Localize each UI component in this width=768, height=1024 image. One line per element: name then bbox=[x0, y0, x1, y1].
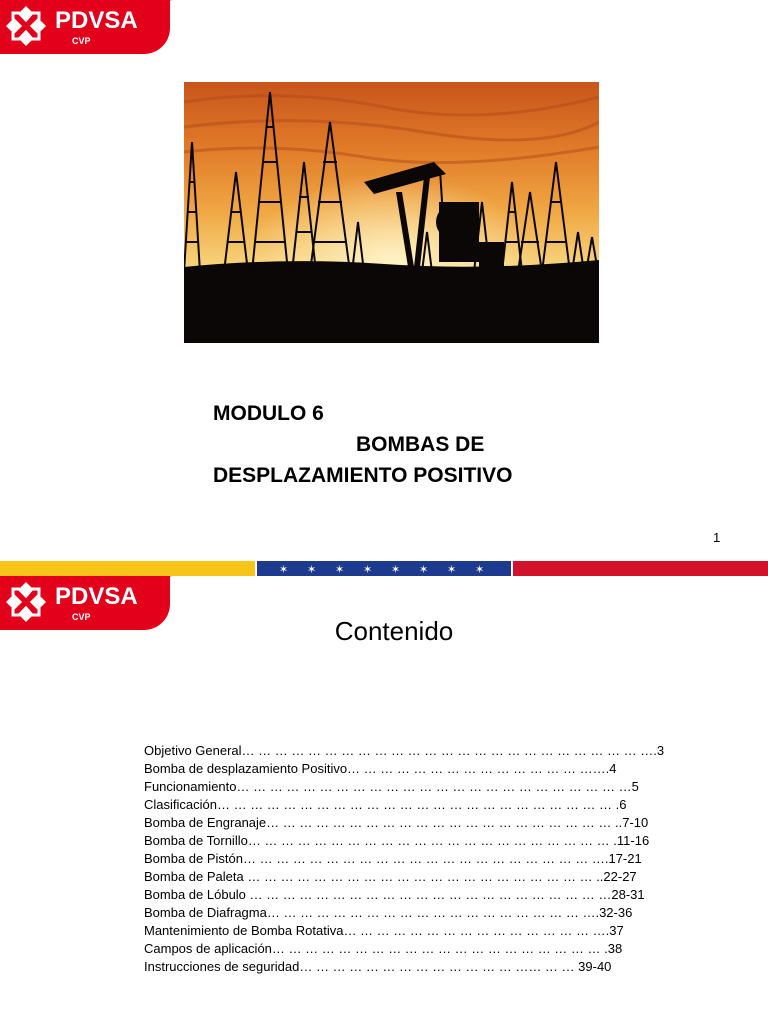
top-bar-white-cut bbox=[165, 576, 768, 596]
title-line-3: DESPLAZAMIENTO POSITIVO bbox=[213, 464, 513, 487]
logo-wordmark: PDVSA bbox=[55, 583, 138, 610]
toc-item: Mantenimiento de Bomba Rotativa… … … … … … … … … … … … … … … ….37 bbox=[144, 923, 624, 938]
svg-text:✶: ✶ bbox=[335, 563, 345, 576]
toc-item: Instrucciones de seguridad… … … … … … … … … … … … … …… … … 39-40 bbox=[144, 959, 612, 974]
module-title bbox=[213, 398, 733, 491]
logo-wordmark: PDVSA bbox=[55, 7, 138, 34]
svg-text:✶: ✶ bbox=[447, 563, 457, 576]
table-of-contents bbox=[144, 742, 684, 976]
svg-text:✶: ✶ bbox=[363, 563, 373, 576]
logo-subtitle: CVP bbox=[72, 612, 91, 622]
toc-item: Funcionamiento… … … … … … … … … … … … … … … … … … … … … … … …5 bbox=[144, 779, 639, 794]
title-line-2: BOMBAS DE bbox=[356, 433, 485, 456]
toc-item: Campos de aplicación… … … … … … … … … … … … … … … … … … … … .38 bbox=[144, 941, 623, 956]
toc-item: Objetivo General… … … … … … … … … … … … … … … … … … … … … … … … ….3 bbox=[144, 743, 665, 758]
toc-item: Bomba de Engranaje… … … … … … … … … … … … … … … … … … … … … ..7-10 bbox=[144, 815, 649, 830]
toc-item: Bomba de Paleta … … … … … … … … … … … … … … … … … … … … … ..22-27 bbox=[144, 869, 637, 884]
flag-red-stripe bbox=[513, 561, 768, 576]
svg-text:✶: ✶ bbox=[419, 563, 429, 576]
svg-text:✶: ✶ bbox=[475, 563, 485, 576]
toc-item: Bomba de Pistón… … … … … … … … … … … … … … … … … … … … … ….17-21 bbox=[144, 851, 642, 866]
svg-text:✶: ✶ bbox=[307, 563, 317, 576]
pdvsa-logo bbox=[0, 0, 170, 54]
svg-text:✶: ✶ bbox=[279, 563, 289, 576]
page-number: 1 bbox=[713, 530, 721, 545]
slide-2 bbox=[0, 576, 768, 1024]
toc-item: Bomba de Tornillo… … … … … … … … … … … … … … … … … … … … … … .11-16 bbox=[144, 833, 650, 848]
oil-field-sunset-photo bbox=[184, 82, 599, 343]
top-bar-white-cut bbox=[165, 0, 768, 20]
toc-item: Bomba de desplazamiento Positivo… … … … … … … … … … … … … … …….4 bbox=[144, 761, 617, 776]
svg-text:✶: ✶ bbox=[391, 563, 401, 576]
title-line-1: MODULO 6 bbox=[213, 402, 324, 425]
flag-yellow-stripe bbox=[0, 561, 255, 576]
toc-item: Bomba de Lóbulo … … … … … … … … … … … … … … … … … … … … … …28-31 bbox=[144, 887, 645, 902]
pdvsa-emblem-icon bbox=[2, 2, 50, 50]
flag-stars-icon bbox=[257, 561, 511, 576]
logo-subtitle: CVP bbox=[72, 36, 91, 46]
toc-item: Bomba de Diafragma… … … … … … … … … … … … … … … … … … … ….32-36 bbox=[144, 905, 633, 920]
section-heading: Contenido bbox=[334, 616, 454, 646]
toc-item: Clasificación… … … … … … … … … … … … … … … … … … … … … … … … .6 bbox=[144, 797, 627, 812]
venezuela-flag-band bbox=[0, 561, 768, 576]
